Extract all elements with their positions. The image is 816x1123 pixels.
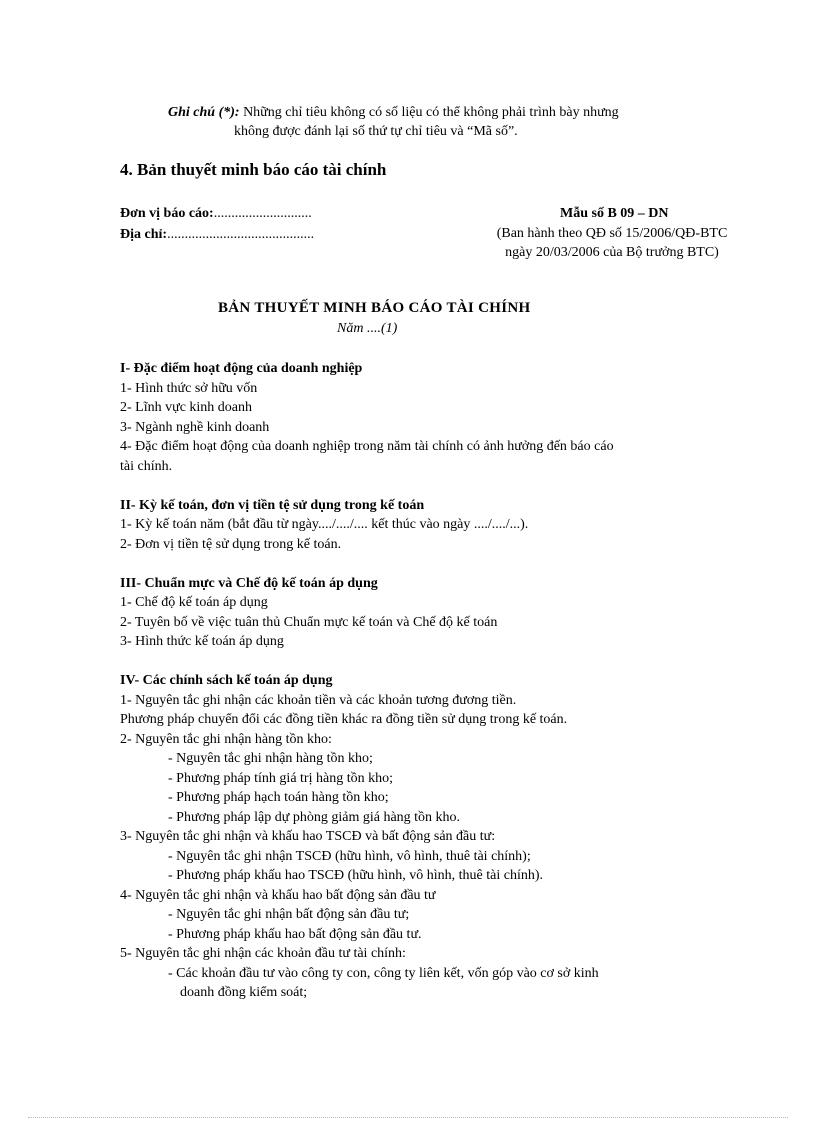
reporting-unit-label: Đơn vị báo cáo: [120,206,214,221]
section-4-subitem: - Phương pháp lập dự phòng giảm giá hàng tồn kho. [168,809,461,825]
section-heading: 4. Bản thuyết minh báo cáo tài chính [120,160,387,179]
section-1-item: 2- Lĩnh vực kinh doanh [120,400,253,415]
issued-note [490,224,734,262]
section-4-item: 3- Nguyên tắc ghi nhận và khấu hao TSCĐ và bất động sản đầu tư: [120,829,496,844]
section-4-item: 1- Nguyên tắc ghi nhận các khoản tiền và các khoản tương đương tiền. [120,692,517,708]
section-1-item: 4- Đặc điểm hoạt động của doanh nghiệp trong năm tài chính có ảnh hưởng đến báo cáo [120,439,614,454]
spacer [120,554,710,574]
issued-line-2: ngày 20/03/2006 của Bộ trưởng BTC) [505,245,719,260]
section-4-item: 5- Nguyên tắc ghi nhận các khoản đầu tư tài chính: [120,946,406,961]
section-4-item: 2- Nguyên tắc ghi nhận hàng tồn kho: [120,731,332,747]
section-1-item: 3- Ngành nghề kinh doanh [120,419,270,435]
section-3-item: 3- Hình thức kế toán áp dụng [120,634,284,649]
section-1-heading: I- Đặc điểm hoạt động của doanh nghiệp [120,361,363,376]
section-2-item: 2- Đơn vị tiền tệ sử dụng trong kế toán. [120,536,342,552]
document-title: BẢN THUYẾT MINH BÁO CÁO TÀI CHÍNH [218,300,531,316]
address-label: Địa chỉ: [120,227,168,242]
section-4-subitem: - Phương pháp tính giá trị hàng tồn kho; [168,770,393,786]
reporting-unit-field [120,206,312,222]
section-4-item-cont: Phương pháp chuyển đổi các đồng tiền khác ra đồng tiền sử dụng trong kế toán. [120,712,568,727]
section-1-item-cont: tài chính. [120,458,173,474]
note-line-1: Những chỉ tiêu không có số liệu có thể không phải trình bày nhưng [239,105,619,120]
section-4-subitem: - Phương pháp hạch toán hàng tồn kho; [168,790,389,805]
note-line-2: không được đánh lại số thứ tự chỉ tiêu và “Mã số”. [234,124,518,139]
section-4-subitem: - Phương pháp khấu hao TSCĐ (hữu hình, vô hình, thuê tài chính). [168,868,544,883]
spacer [120,476,710,496]
section-4-subitem: - Các khoản đầu tư vào công ty con, công ty liên kết, vốn góp vào cơ sở kinh [168,965,599,981]
section-4-subitem: - Nguyên tắc ghi nhận TSCĐ (hữu hình, vô hình, thuê tài chính); [168,848,531,864]
section-4-subitem: - Phương pháp khấu hao bất động sản đầu tư. [168,926,422,942]
note-block [168,103,698,141]
section-4-subitem-cont: doanh đồng kiểm soát; [180,985,308,1000]
section-4-subitem: - Nguyên tắc ghi nhận bất động sản đầu tư; [168,907,410,922]
page-bottom-border [28,1117,788,1118]
issued-line-1: (Ban hành theo QĐ số 15/2006/QĐ-BTC [496,226,728,241]
section-3-item: 1- Chế độ kế toán áp dụng [120,595,268,610]
spacer [120,652,710,672]
address-dots: .......................................... [167,227,315,242]
section-4-item: 4- Nguyên tắc ghi nhận và khấu hao bất động sản đầu tư [120,887,436,903]
section-2-heading: II- Kỳ kế toán, đơn vị tiền tệ sử dụng trong kế toán [120,497,425,513]
address-field [120,227,314,243]
note-label: Ghi chú (*): [168,105,240,120]
form-number: Mẫu số B 09 – DN [560,206,669,221]
section-2-item: 1- Kỳ kế toán năm (bắt đầu từ ngày..../..../.... kết thúc vào ngày ..../..../...). [120,517,529,532]
reporting-unit-dots: ............................ [213,206,312,221]
section-4-heading: IV- Các chính sách kế toán áp dụng [120,673,333,688]
document-body [120,359,710,1003]
section-1-item: 1- Hình thức sở hữu vốn [120,380,258,396]
section-4-subitem: - Nguyên tắc ghi nhận hàng tồn kho; [168,751,373,766]
document-year: Năm ....(1) [337,321,398,336]
section-3-heading: III- Chuẩn mực và Chế độ kế toán áp dụng [120,575,378,591]
section-3-item: 2- Tuyên bố về việc tuân thủ Chuẩn mực kế toán và Chế độ kế toán [120,614,498,630]
